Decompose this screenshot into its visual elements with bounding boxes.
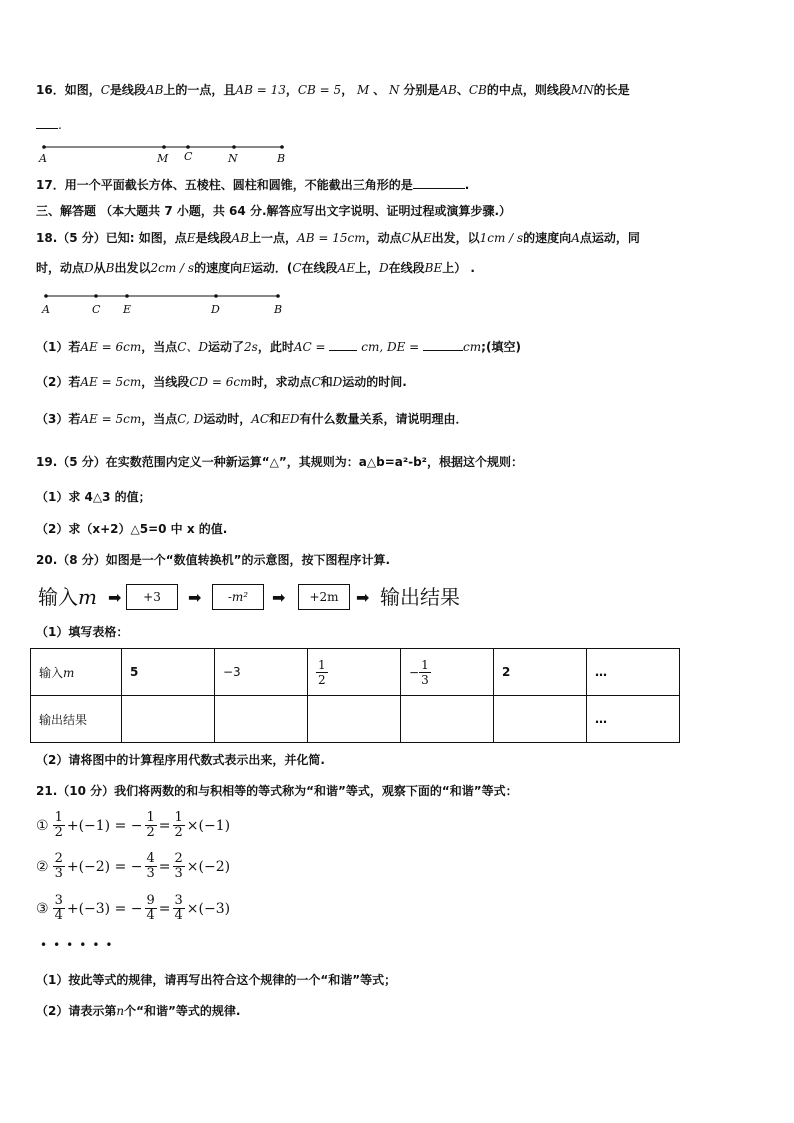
table-row (31, 696, 680, 743)
q16-label-n: N (228, 152, 238, 165)
flow-box-plus-2m: +2m (298, 584, 350, 610)
q18-point-e (125, 294, 129, 298)
q17-answer-blank (413, 176, 465, 189)
q18-line2: 时，动点D从B出发以2cm / s的速度向E运动．(C在线段AE上，D在线段BE上） . (36, 261, 475, 275)
table-cell-empty (122, 696, 215, 743)
q18-part3: （3）若AE = 5cm，当点C, D运动时，AC和ED有什么数量关系，请说明理由． (36, 412, 468, 426)
q16-point-m (162, 145, 166, 149)
q18-label-a: A (42, 303, 50, 316)
q18-part2: （2）若AE = 5cm，当线段CD = 6cm时，求动点C和D运动的时间. (36, 375, 407, 389)
table-cell: − $\frac{1}{3}$ (401, 649, 494, 696)
harmony-equation-3: ③ $\frac{3}{4}$ +(−3) = − $\frac{9}{4}$ = $\frac{3}{4}$ ×(−3) (36, 893, 231, 923)
flow-arrow-icon: ➡ (108, 588, 122, 607)
q21-line1: 21.（10 分）我们将两数的和与积相等的等式称为“和谐”等式，观察下面的“和谐”等式： (36, 784, 518, 798)
q21-part1: （1）按此等式的规律，请再写出符合这个规律的一个“和谐”等式； (36, 973, 397, 987)
q16-line1: 16．如图，C是线段AB上的一点，且AB = 13，CB = 5， M 、 N 分别是AB、CB的中点，则线段MN的长是 (36, 83, 630, 97)
q16-label-a: A (39, 152, 47, 165)
table-row (31, 649, 680, 696)
table-header-output: 输出结果 (31, 696, 122, 743)
q18-line1: 18.（5 分）已知: 如图，点E是线段AB上一点，AB = 15cm，动点C从E出发，以1cm / s的速度向A点运动，同 (36, 231, 640, 245)
q16-point-n (232, 145, 236, 149)
q18-label-b: B (274, 303, 283, 316)
q18-segment-diagram (38, 290, 298, 318)
q21-part2: （2）请表示第n个“和谐”等式的规律. (36, 1004, 241, 1018)
q20-part1: （1）填写表格： (36, 625, 129, 639)
q16-label: 16．如图， (36, 83, 101, 97)
table-cell-empty (308, 696, 401, 743)
q16-point-a (42, 145, 46, 149)
q17-line: 17．用一个平面截长方体、五棱柱、圆柱和圆锥，不能截出三角形的是 . (36, 178, 470, 192)
q18-point-a (44, 294, 48, 298)
q18-part1: （1）若AE = 6cm，当点C、D运动了2s，此时AC = cm, DE = cm;(填空) (36, 340, 521, 354)
q16-answer-blank (36, 116, 58, 129)
table-cell-empty (401, 696, 494, 743)
q16-point-b (280, 145, 284, 149)
q18-de-blank (423, 338, 463, 351)
harmony-equation-1: ① $\frac{1}{2}$ +(−1) = − $\frac{1}{2}$ = $\frac{1}{2}$ ×(−1) (36, 810, 231, 840)
q16-point-c (186, 145, 190, 149)
q18-ac-blank (329, 338, 357, 351)
section-3-heading: 三、解答题 （本大题共 7 小题，共 64 分.解答应写出文字说明、证明过程或演算步骤.） (36, 204, 512, 218)
harmony-equation-2: ② $\frac{2}{3}$ +(−2) = − $\frac{4}{3}$ = $\frac{2}{3}$ ×(−2) (36, 851, 231, 881)
flow-box-plus3: +3 (126, 584, 178, 610)
fraction: $\frac{1}{3}$ (421, 657, 429, 687)
q16-line2: . (36, 116, 62, 133)
table-cell (308, 649, 401, 696)
flow-arrow-icon: ➡ (272, 588, 286, 607)
q20-table (30, 648, 680, 743)
fraction: $\frac{1}{2}$ (318, 657, 326, 687)
table-cell: … (587, 649, 680, 696)
table-header-input: 输入m (31, 649, 122, 696)
flow-arrow-icon: ➡ (188, 588, 202, 607)
q20-part2: （2）请将图中的计算程序用代数式表示出来，并化简. (36, 753, 325, 767)
q16-label-b: B (277, 152, 286, 165)
q19-part2: （2）求（x+2）△5=0 中 x 的值. (36, 522, 228, 536)
q16-label-m: M (157, 152, 169, 165)
table-cell-empty (215, 696, 308, 743)
table-cell: 5 (122, 649, 215, 696)
q18-label-e: E (123, 303, 132, 316)
q18-point-b (276, 294, 280, 298)
q18-label-c: C (92, 303, 101, 316)
flow-box-minus-m2: -m² (212, 584, 264, 610)
q18-label-d: D (211, 303, 220, 316)
table-cell-empty (494, 696, 587, 743)
q16-label-c: C (184, 150, 193, 163)
q16-segment-diagram (36, 140, 296, 168)
flow-arrow-icon: ➡ (356, 588, 370, 607)
table-cell: 2 (494, 649, 587, 696)
q18-point-c (94, 294, 98, 298)
flow-output-label: 输出结果 (380, 585, 460, 609)
q19-part1: （1）求 4△3 的值； (36, 490, 151, 504)
table-cell: −3 (215, 649, 308, 696)
table-cell: … (587, 696, 680, 743)
continuation-dots: •••••• (40, 938, 119, 952)
q19-line1: 19.（5 分）在实数范围内定义一种新运算“△”，其规则为：a△b=a²-b²，根据这个规则： (36, 455, 523, 469)
q18-point-d (214, 294, 218, 298)
flow-input-label: 输入m (38, 585, 97, 609)
q20-line1: 20.（8 分）如图是一个“数值转换机”的示意图，按下图程序计算. (36, 553, 391, 567)
